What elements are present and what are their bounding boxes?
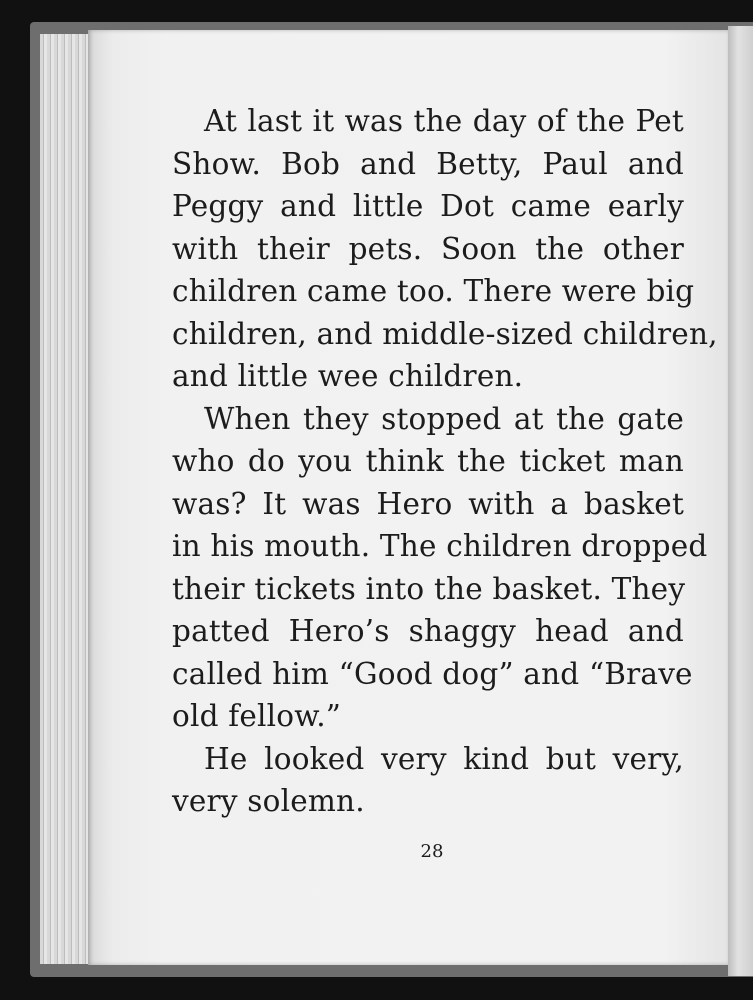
text-line: called him “Good dog” and “Brave xyxy=(172,656,693,691)
facing-page-edge xyxy=(728,26,753,976)
text-line: was? It was Hero with a basket xyxy=(172,486,684,521)
text-line: Peggy and little Dot came early xyxy=(172,189,684,223)
text-line: their tickets into the basket. They xyxy=(172,571,686,606)
text-line: very solemn. xyxy=(172,784,365,818)
text-line: children came too. There were big xyxy=(172,274,695,308)
text-line: with their pets. Soon the other xyxy=(172,231,684,266)
text-line: He looked very kind but very, xyxy=(204,741,684,776)
text-line: children, and middle-sized children, xyxy=(172,316,718,351)
text-line: in his mouth. The children dropped xyxy=(172,529,708,563)
text-line: When they stopped at the gate xyxy=(204,401,684,436)
page-text xyxy=(172,100,718,823)
text-line: Show. Bob and Betty, Paul and xyxy=(172,146,684,181)
page-number: 28 xyxy=(420,841,444,862)
text-line: At last it was the day of the Pet xyxy=(204,104,684,138)
text-line: old fellow.” xyxy=(172,699,342,733)
text-line: patted Hero’s shaggy head and xyxy=(172,614,684,648)
page-stack-edges xyxy=(40,34,92,964)
text-line: who do you think the ticket man xyxy=(172,444,684,478)
text-line: and little wee children. xyxy=(172,359,524,393)
